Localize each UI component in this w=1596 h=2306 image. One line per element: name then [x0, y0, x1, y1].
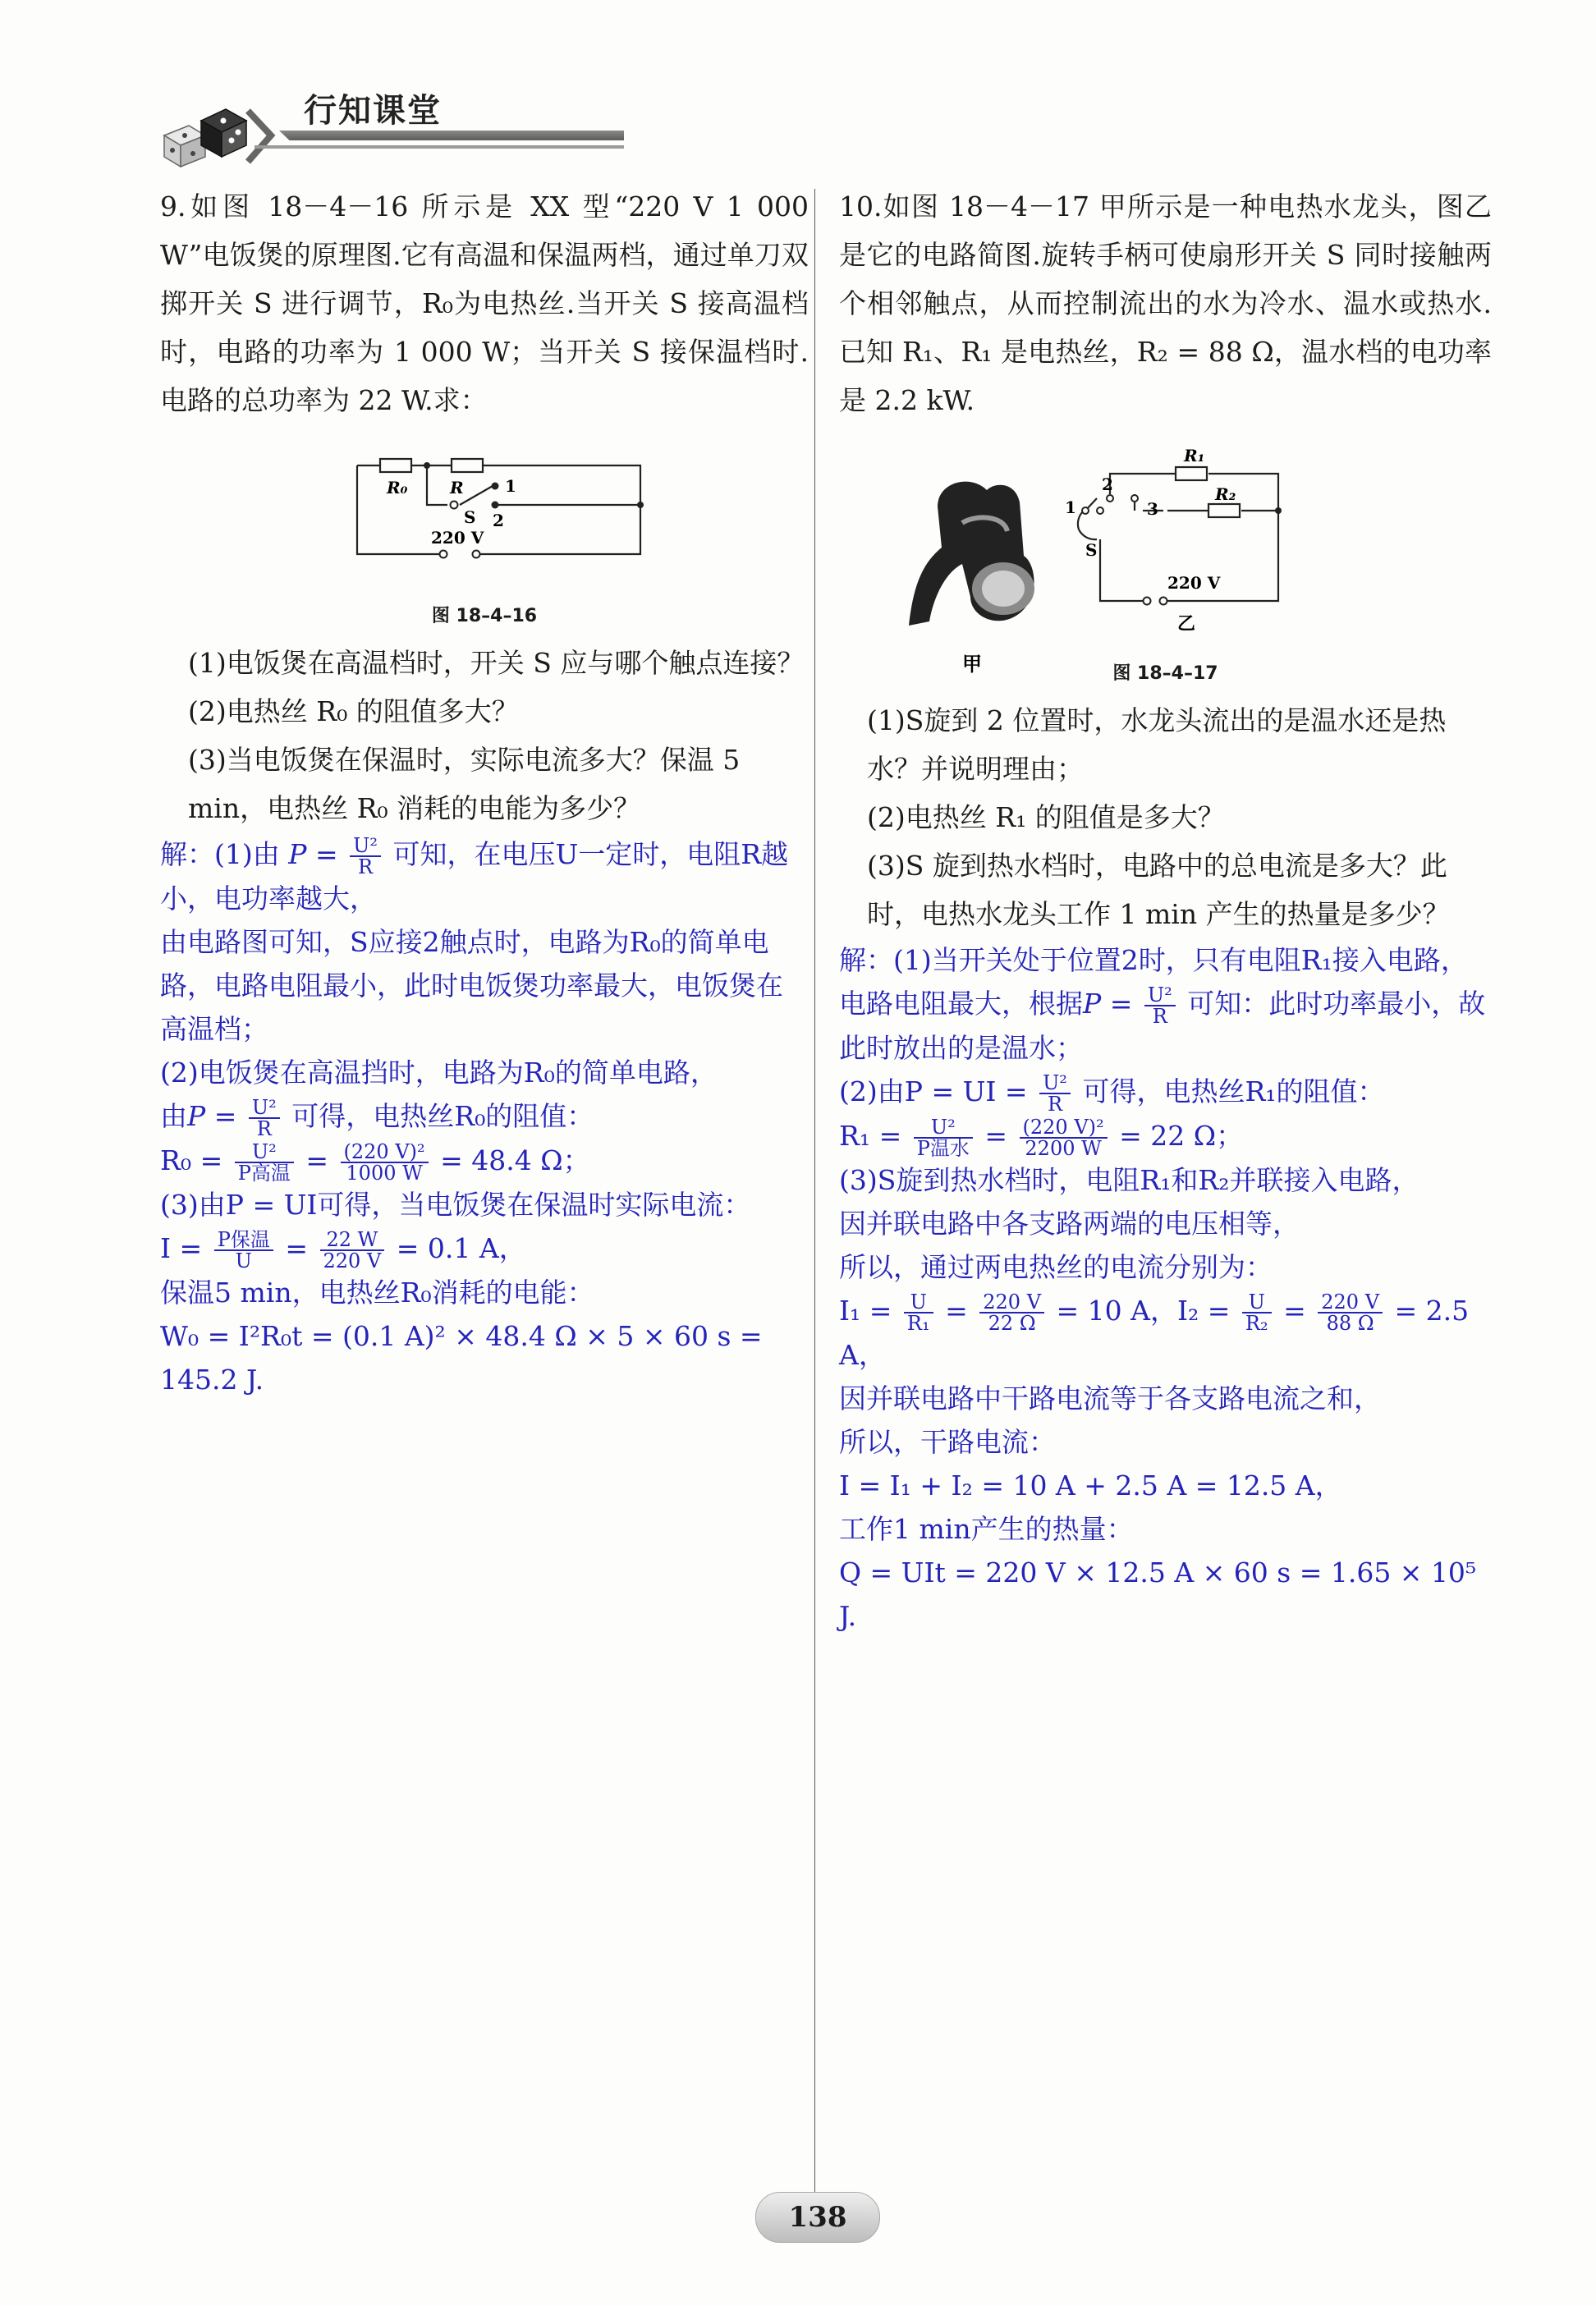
fraction: $\frac{\text{(220 V)²}}{1000 W}$ [341, 1142, 429, 1183]
sol9-line: (3)由P = UI可得，当电饭煲在保温时实际电流： [160, 1189, 751, 1221]
label-contact-2: 2 [493, 511, 504, 530]
label-r2: R₂ [1215, 484, 1236, 504]
label-r1: R₁ [1184, 446, 1205, 465]
q9-sub1: (1)电饭煲在高温档时，开关 S 应与哪个触点连接？ [188, 647, 805, 679]
sol9-line: 由电路图可知，S应接2触点时，电路为R₀的简单电路，电路电阻最小，此时电饭煲功率最大，电饭煲在高温档； [160, 926, 783, 1045]
label-voltage: 220 V [1167, 573, 1221, 593]
sol9-line: R₀ = $\frac{\text{U²}}{\text{P高温}}$ = $\frac{\text{(220 V)²}}{1000 W}$ = 48.4 Ω； [160, 1140, 590, 1185]
q10-solution [839, 938, 1492, 1638]
label-yi: 乙 [1177, 613, 1196, 635]
figure-caption: 图 18–4–17 [1112, 663, 1218, 684]
sol10-line: R₁ = $\frac{\text{U²}}{\text{P温水}}$ = $\frac{\text{(220 V)²}}{2200 W}$ = 22 Ω； [839, 1116, 1244, 1160]
sol9-line: I = $\frac{\text{P保温}}{U}$ = $\frac{22 W}{220 V}$ = 0.1 A， [160, 1228, 526, 1272]
label-contact-2: 2 [1102, 474, 1113, 494]
q9-sub2: (2)电热丝 R₀ 的阻值多大？ [188, 695, 519, 727]
label-switch-s: S [1085, 540, 1098, 560]
label-jia: 甲 [962, 652, 982, 676]
page-number: 138 [755, 2192, 880, 2243]
dice-icon [156, 103, 279, 168]
fraction: $\frac{U}{\text{R₁}}$ [904, 1292, 933, 1333]
label-contact-3: 3 [1147, 499, 1158, 519]
header-title: 行知课堂 [304, 92, 442, 130]
faucet-icon [909, 482, 1034, 626]
q10-text: 10.如图 18－4－17 甲所示是一种电热水龙头，图乙是它的电路简图.旋转手柄可使扇形开关 S 同时接触两个相邻触点，从而控制流出的水为冷水、温水或热水.已知 R₁、R₁ 是电热丝，R₂ = 88 Ω，温水档的电功率是 2.2 kW. [839, 190, 1492, 416]
fraction: $\frac{\text{(220 V)²}}{2200 W}$ [1020, 1117, 1108, 1158]
fraction: $\frac{220 V}{22 \Omega}$ [979, 1292, 1044, 1333]
header-underline [255, 145, 624, 149]
question-9 [160, 182, 809, 1401]
q10-sub3: (3)S 旋到热水档时，电路中的总电流是多大？此时，电热水龙头工作 1 min 产生的热量是多少？ [867, 850, 1450, 930]
q10-sub2: (2)电热丝 R₁ 的阻值是多大？ [867, 801, 1225, 833]
page-header [156, 78, 632, 168]
label-r0: R₀ [387, 478, 408, 497]
label-voltage: 220 V [431, 528, 484, 548]
label-switch-s: S [464, 507, 476, 527]
label-contact-1: 1 [1065, 497, 1076, 517]
sol10-line: 所以，干路电流： [839, 1426, 1056, 1458]
sol10-line: (2)由P = UI = $\frac{\text{U²}}{R}$ 可得，电热丝R₁的阻值： [839, 1071, 1385, 1116]
sol10-line: 因并联电路中干路电流等于各支路电流之和， [839, 1382, 1381, 1414]
sol9-line: 保温5 min，电热丝R₀消耗的电能： [160, 1277, 594, 1309]
q9-sub3: (3)当电饭煲在保温时，实际电流多大？保温 5 min，电热丝 R₀ 消耗的电能为多少？ [188, 744, 741, 824]
figure-caption: 图 18–4–16 [431, 606, 538, 626]
q10-sub1: (1)S旋到 2 位置时，水龙头流出的是温水还是热水？并说明理由； [867, 704, 1447, 785]
sol9-line: W₀ = I²R₀t = (0.1 A)² × 48.4 Ω × 5 × 60 s = 145.2 J. [160, 1320, 763, 1396]
q9-solution [160, 832, 809, 1401]
sol10-line: 解：(1)当开关处于位置2时，只有电阻R₁接入电路，电路电阻最大，根据P = $\frac{\text{U²}}{R}$ 可知：此时功率最小，故此时放出的是温水； [839, 944, 1486, 1064]
fraction: $\frac{\text{U²}}{R}$ [350, 836, 381, 877]
q9-text: 9.如图 18－4－16 所示是 XX 型“220 V 1 000 W”电饭煲的原理图.它有高温和保温两档，通过单刀双掷开关 S 进行调节，R₀为电热丝.当开关 S 接高温档时，电路的功率为 1 000 W；当开关 S 接保温档时.电路的总功率为 22 W.求： [160, 190, 809, 416]
circuit-diagram-18-4-16 [160, 433, 809, 597]
sol10-line: Q = UIt = 220 V × 12.5 A × 60 s = 1.65 × 10⁵ J. [839, 1556, 1477, 1632]
fraction: $\frac{22 W}{220 V}$ [320, 1230, 385, 1271]
figure-18-4-16 [160, 433, 809, 627]
header-bar [279, 131, 624, 140]
sol10-line: (3)S旋到热水档时，电阻R₁和R₂并联接入电路， [839, 1164, 1419, 1196]
column-divider [814, 189, 815, 2192]
sol9-line: 由P = $\frac{\text{U²}}{R}$ 可得，电热丝R₀的阻值： [160, 1096, 594, 1140]
label-r: R [450, 478, 464, 497]
sol9-line: (2)电饭煲在高温挡时，电路为R₀的简单电路， [160, 1057, 718, 1089]
sol10-line: I = I₁ + I₂ = 10 A + 2.5 A = 12.5 A， [839, 1469, 1342, 1501]
fraction: $\frac{U}{\text{R₂}}$ [1242, 1292, 1272, 1333]
sol10-line: I₁ = $\frac{U}{\text{R₁}}$ = $\frac{220 V}{22 \Omega}$ = 10 A，I₂ = $\frac{U}{\text{R₂}}$ = $\frac{220 V}{88 \Omega}$ = 2.5 A， [839, 1291, 1470, 1371]
sol10-line: 因并联电路中各支路两端的电压相等， [839, 1208, 1300, 1240]
label-contact-1: 1 [505, 476, 516, 496]
fraction: $\frac{\text{U²}}{\text{P高温}}$ [235, 1142, 294, 1183]
fraction: $\frac{\text{U²}}{R}$ [249, 1098, 280, 1139]
fraction: $\frac{\text{U²}}{\text{P温水}}$ [914, 1117, 973, 1158]
sol10-line: 所以，通过两电热丝的电流分别为： [839, 1251, 1273, 1283]
sol9-line: 解：(1)由 P = $\frac{\text{U²}}{R}$ 可知，在电压U一定时，电阻R越小，电功率越大， [160, 834, 789, 915]
fraction: $\frac{\text{U²}}{R}$ [1039, 1073, 1071, 1114]
fraction: $\frac{\text{U²}}{R}$ [1144, 985, 1176, 1026]
sol10-line: 工作1 min产生的热量： [839, 1513, 1134, 1545]
fraction: $\frac{220 V}{88 \Omega}$ [1318, 1292, 1383, 1333]
figure-18-4-17 [839, 433, 1492, 685]
fraction: $\frac{\text{P保温}}{U}$ [214, 1230, 273, 1271]
question-10 [839, 182, 1492, 1638]
